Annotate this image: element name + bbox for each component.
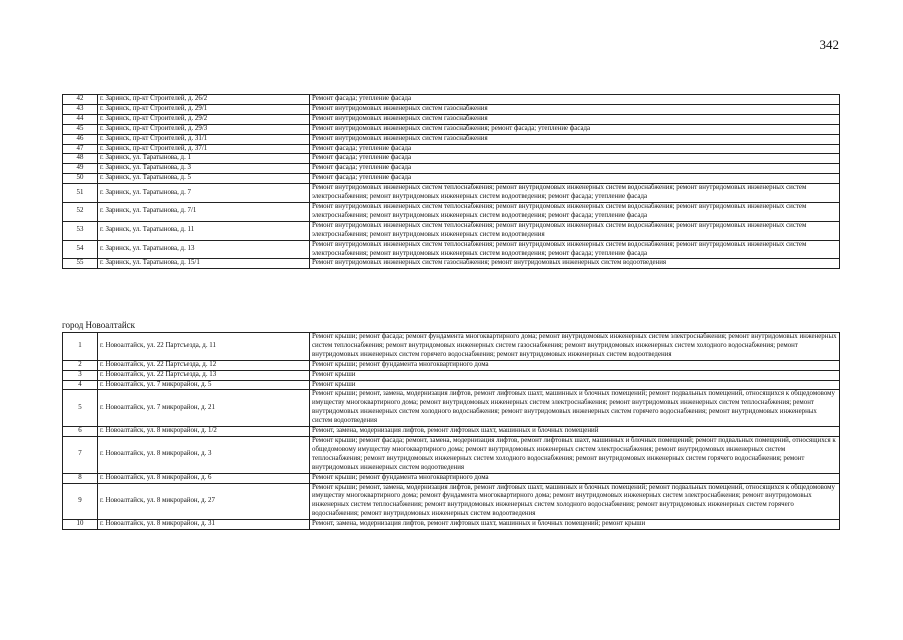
row-works: Ремонт внутридомовых инженерных систем газоснабжения <box>310 104 840 114</box>
row-works: Ремонт внутридомовых инженерных систем газоснабжения; ремонт фасада; утепление фасада <box>310 124 840 134</box>
row-number: 44 <box>63 114 98 124</box>
row-number: 5 <box>63 390 98 427</box>
row-number: 49 <box>63 164 98 174</box>
table-row <box>63 95 840 105</box>
row-works: Ремонт крыши; ремонт фасада; ремонт фундамента многоквартирного дома; ремонт внутридомовых инженерных систем электроснабжения; ремонт внутридомовых инженерных систем теплоснабжения; ремонт внутридомовых инженерных систем газоснабжения; ремонт внутридомовых инженерных систем холодного водоснабжения; ремонт внутридомовых инженерных систем горячего водоснабжения; ремонт внутридомовых инженерных систем водоотведения <box>310 333 840 361</box>
row-number: 54 <box>63 240 98 259</box>
row-address: г. Заринск, ул. Таратынова, д. 15/1 <box>98 259 310 269</box>
novoaltaysk-table <box>62 332 840 530</box>
row-works: Ремонт внутридомовых инженерных систем теплоснабжения; ремонт внутридомовых инженерных систем водоснабжения; ремонт внутридомовых инженерных систем электроснабжения; ремонт внутридомовых инженерных систем водоотведения; ремонт фасада; утепление фасада <box>310 240 840 259</box>
table-row <box>63 427 840 437</box>
row-works: Ремонт фасада; утепление фасада <box>310 164 840 174</box>
row-address: г. Новоалтайск, ул. 8 микрорайон, д. 31 <box>98 520 310 530</box>
row-number: 47 <box>63 144 98 154</box>
row-works: Ремонт фасада; утепление фасада <box>310 154 840 164</box>
row-number: 9 <box>63 483 98 520</box>
table-row <box>63 259 840 269</box>
row-address: г. Заринск, пр-кт Строителей, д. 26/2 <box>98 95 310 105</box>
table-row <box>63 370 840 380</box>
table-row <box>63 202 840 221</box>
row-address: г. Новоалтайск, ул. 22 Партсъезда, д. 11 <box>98 333 310 361</box>
row-address: г. Заринск, ул. Таратынова, д. 7/1 <box>98 202 310 221</box>
row-address: г. Новоалтайск, ул. 22 Партсъезда, д. 12 <box>98 360 310 370</box>
row-works: Ремонт крыши; ремонт фундамента многоквартирного дома <box>310 360 840 370</box>
row-works: Ремонт фасада; утепление фасада <box>310 95 840 105</box>
table-row <box>63 164 840 174</box>
row-address: г. Заринск, ул. Таратынова, д. 3 <box>98 164 310 174</box>
table-row <box>63 380 840 390</box>
table-row <box>63 114 840 124</box>
table-row <box>63 390 840 427</box>
page-number: 342 <box>819 37 839 52</box>
row-works: Ремонт внутридомовых инженерных систем теплоснабжения; ремонт внутридомовых инженерных систем водоснабжения; ремонт внутридомовых инженерных систем электроснабжения; ремонт внутридомовых инженерных систем водоотведения <box>310 221 840 240</box>
table-row <box>63 221 840 240</box>
row-works: Ремонт, замена, модернизация лифтов, ремонт лифтовых шахт, машинных и блочных помещений <box>310 427 840 437</box>
row-works: Ремонт крыши; ремонт, замена, модернизация лифтов, ремонт лифтовых шахт, машинных и блочных помещений; ремонт подвальных помещений, относящихся к общедомовому имуществу многоквартирного дома; ремонт фундамента многоквартирного дома; ремонт внутридомовых инженерных систем электроснабжения; ремонт внутридомовых инженерных систем теплоснабжения; ремонт внутридомовых инженерных систем холодного водоснабжения; ремонт внутридомовых инженерных систем горячего водоснабжения; ремонт внутридомовых инженерных систем водоотведения <box>310 483 840 520</box>
row-address: г. Новоалтайск, ул. 7 микрорайон, д. 5 <box>98 380 310 390</box>
row-number: 8 <box>63 473 98 483</box>
row-address: г. Заринск, ул. Таратынова, д. 11 <box>98 221 310 240</box>
table-row <box>63 520 840 530</box>
row-works: Ремонт крыши; ремонт фасада; ремонт, замена, модернизация лифтов, ремонт лифтовых шахт, машинных и блочных помещений; ремонт подвальных помещений, относящихся к общедомовому имуществу многоквартирного дома; ремонт внутридомовых инженерных систем электроснабжения; ремонт внутридомовых инженерных систем теплоснабжения; ремонт внутридомовых инженерных систем холодного водоснабжения; ремонт внутридомовых инженерных систем горячего водоснабжения; ремонт внутридомовых инженерных систем водоотведения <box>310 436 840 473</box>
row-works: Ремонт, замена, модернизация лифтов, ремонт лифтовых шахт, машинных и блочных помещений; ремонт крыши <box>310 520 840 530</box>
table-row <box>63 104 840 114</box>
table-row <box>63 333 840 361</box>
table-row <box>63 240 840 259</box>
row-address: г. Новоалтайск, ул. 7 микрорайон, д. 21 <box>98 390 310 427</box>
row-address: г. Заринск, ул. Таратынова, д. 13 <box>98 240 310 259</box>
row-number: 50 <box>63 174 98 184</box>
row-address: г. Заринск, пр-кт Строителей, д. 29/1 <box>98 104 310 114</box>
row-number: 2 <box>63 360 98 370</box>
row-number: 43 <box>63 104 98 114</box>
row-number: 1 <box>63 333 98 361</box>
table-row <box>63 154 840 164</box>
row-address: г. Заринск, пр-кт Строителей, д. 29/3 <box>98 124 310 134</box>
zarinsk-table <box>62 94 840 269</box>
row-works: Ремонт внутридомовых инженерных систем газоснабжения; ремонт внутридомовых инженерных систем водоотведения <box>310 259 840 269</box>
row-address: г. Заринск, ул. Таратынова, д. 1 <box>98 154 310 164</box>
row-number: 7 <box>63 436 98 473</box>
table-row <box>63 174 840 184</box>
row-number: 46 <box>63 134 98 144</box>
row-address: г. Новоалтайск, ул. 8 микрорайон, д. 3 <box>98 436 310 473</box>
table-row <box>63 483 840 520</box>
section-title: город Новоалтайск <box>62 320 136 330</box>
table-row <box>63 134 840 144</box>
row-works: Ремонт крыши <box>310 370 840 380</box>
table-row <box>63 360 840 370</box>
row-address: г. Новоалтайск, ул. 8 микрорайон, д. 27 <box>98 483 310 520</box>
row-works: Ремонт внутридомовых инженерных систем теплоснабжения; ремонт внутридомовых инженерных систем водоснабжения; ремонт внутридомовых инженерных систем электроснабжения; ремонт внутридомовых инженерных систем водоотведения; ремонт фасада; утепление фасада <box>310 184 840 203</box>
row-works: Ремонт внутридомовых инженерных систем теплоснабжения; ремонт внутридомовых инженерных систем водоснабжения; ремонт внутридомовых инженерных систем электроснабжения; ремонт внутридомовых инженерных систем водоотведения; ремонт фасада; утепление фасада <box>310 202 840 221</box>
row-works: Ремонт крыши <box>310 380 840 390</box>
row-address: г. Заринск, ул. Таратынова, д. 5 <box>98 174 310 184</box>
row-number: 3 <box>63 370 98 380</box>
row-number: 53 <box>63 221 98 240</box>
table-row <box>63 473 840 483</box>
row-address: г. Заринск, пр-кт Строителей, д. 37/1 <box>98 144 310 154</box>
row-address: г. Заринск, пр-кт Строителей, д. 29/2 <box>98 114 310 124</box>
row-number: 48 <box>63 154 98 164</box>
row-number: 51 <box>63 184 98 203</box>
row-number: 10 <box>63 520 98 530</box>
row-number: 4 <box>63 380 98 390</box>
row-works: Ремонт внутридомовых инженерных систем газоснабжения <box>310 114 840 124</box>
row-works: Ремонт крыши; ремонт фундамента многоквартирного дома <box>310 473 840 483</box>
row-number: 45 <box>63 124 98 134</box>
row-address: г. Новоалтайск, ул. 22 Партсъезда, д. 13 <box>98 370 310 380</box>
row-number: 6 <box>63 427 98 437</box>
row-number: 52 <box>63 202 98 221</box>
row-works: Ремонт внутридомовых инженерных систем газоснабжения <box>310 134 840 144</box>
table-row <box>63 436 840 473</box>
row-address: г. Заринск, пр-кт Строителей, д. 31/1 <box>98 134 310 144</box>
table-row <box>63 144 840 154</box>
row-number: 55 <box>63 259 98 269</box>
row-address: г. Заринск, ул. Таратынова, д. 7 <box>98 184 310 203</box>
row-works: Ремонт крыши; ремонт, замена, модернизация лифтов, ремонт лифтовых шахт, машинных и блочных помещений; ремонт подвальных помещений, относящихся к общедомовому имуществу многоквартирного дома; ремонт внутридомовых инженерных систем электроснабжения; ремонт внутридомовых инженерных систем теплоснабжения; ремонт внутридомовых инженерных систем холодного водоснабжения; ремонт внутридомовых инженерных систем горячего водоснабжения; ремонт внутридомовых инженерных систем водоотведения <box>310 390 840 427</box>
row-address: г. Новоалтайск, ул. 8 микрорайон, д. 6 <box>98 473 310 483</box>
row-number: 42 <box>63 95 98 105</box>
row-address: г. Новоалтайск, ул. 8 микрорайон, д. 1/2 <box>98 427 310 437</box>
table-row <box>63 184 840 203</box>
row-works: Ремонт фасада; утепление фасада <box>310 174 840 184</box>
row-works: Ремонт фасада; утепление фасада <box>310 144 840 154</box>
table-row <box>63 124 840 134</box>
